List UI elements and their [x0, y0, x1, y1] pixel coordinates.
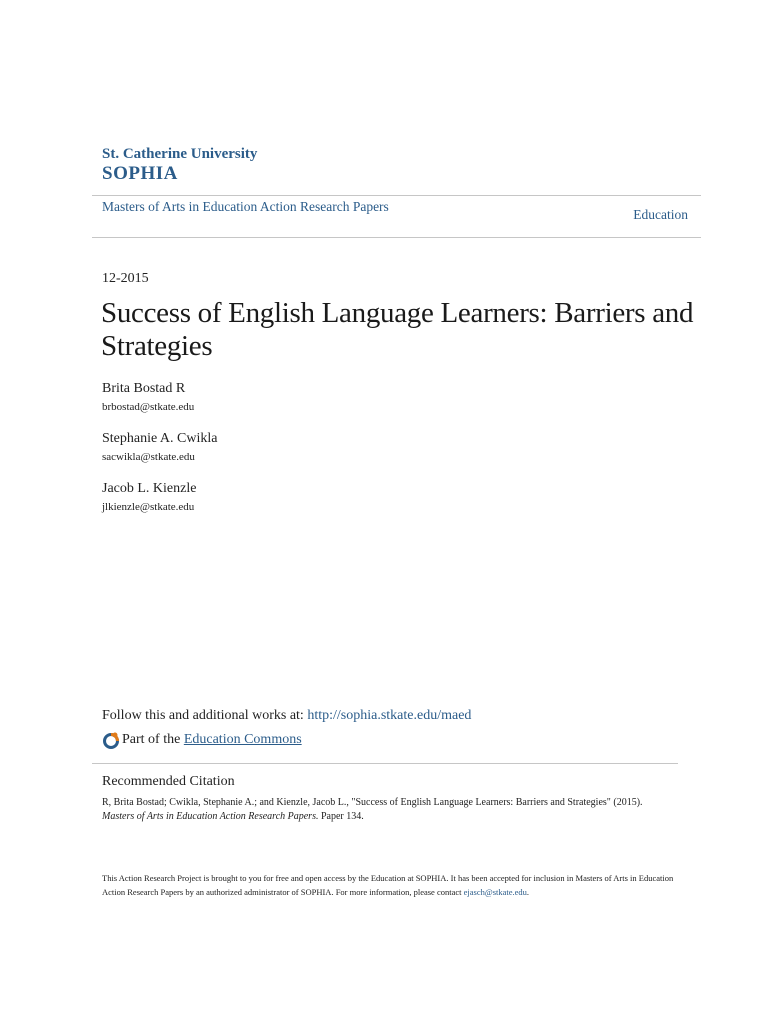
divider-citation	[92, 763, 678, 764]
footer-notice	[102, 871, 682, 899]
series-link[interactable]: Masters of Arts in Education Action Research Papers	[102, 199, 389, 214]
author-email: jlkienzle@stkate.edu	[102, 501, 195, 513]
paper-title: Success of English Language Learners: Barriers and Strategies	[101, 297, 694, 362]
part-of-label: Part of the	[122, 732, 181, 747]
author-name: Brita Bostad R	[102, 381, 186, 396]
citation-heading: Recommended Citation	[102, 774, 235, 789]
citation-text	[102, 796, 682, 824]
divider-series	[92, 237, 701, 238]
author-email: brbostad@stkate.edu	[102, 401, 195, 413]
author-block	[102, 481, 196, 514]
author-name: Jacob L. Kienzle	[102, 481, 197, 496]
citation-paper-number: Paper 134.	[318, 811, 364, 822]
follow-label: Follow this and additional works at:	[102, 708, 308, 723]
repository-name[interactable]: SOPHIA	[102, 163, 178, 184]
footer-text: This Action Research Project is brought to you for free and open access by the Education at SOPHIA. It has been accepted for inclusion in Masters of Arts in Education Action Research Papers by an authorized administrator of SOPHIA. For more information, please contact	[102, 873, 674, 897]
contact-email-link[interactable]: ejasch@stkate.edu	[463, 887, 527, 897]
follow-line	[102, 708, 471, 724]
footer-end: .	[526, 887, 530, 897]
citation-main: R, Brita Bostad; Cwikla, Stephanie A.; and Kienzle, Jacob L., "Success of English Language Learners: Barriers and Strategies" (2015).	[102, 797, 643, 808]
author-name: Stephanie A. Cwikla	[102, 431, 218, 446]
discipline-link[interactable]: Education	[633, 207, 688, 222]
divider-top	[92, 195, 701, 196]
follow-url-link[interactable]: http://sophia.stkate.edu/maed	[307, 708, 472, 723]
education-commons-link[interactable]: Education Commons	[183, 732, 302, 747]
citation-journal: Masters of Arts in Education Action Research Papers.	[102, 811, 319, 822]
author-block	[102, 431, 218, 464]
author-email: sacwikla@stkate.edu	[102, 451, 195, 463]
repository-header	[102, 146, 257, 185]
part-of-line	[102, 731, 302, 749]
author-block	[102, 381, 194, 414]
creative-commons-icon	[102, 731, 120, 749]
university-name[interactable]: St. Catherine University	[102, 146, 258, 162]
publication-date: 12-2015	[102, 271, 149, 286]
